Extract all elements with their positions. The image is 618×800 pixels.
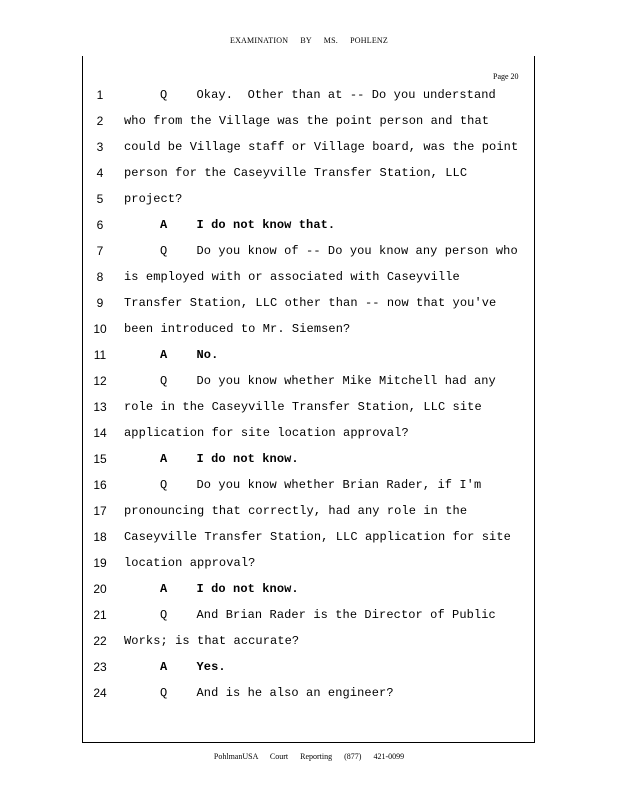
transcript-line	[0, 348, 618, 366]
line-number: 20	[93, 582, 107, 596]
line-text: Caseyville Transfer Station, LLC application for site	[124, 530, 511, 544]
line-text: A I do not know.	[160, 582, 299, 596]
line-number: 11	[93, 348, 107, 362]
transcript-line	[0, 88, 618, 106]
line-text: Q Do you know whether Mike Mitchell had any	[160, 374, 496, 388]
line-number: 15	[93, 452, 107, 466]
line-text: Transfer Station, LLC other than -- now that you've	[124, 296, 497, 310]
transcript-line	[0, 426, 618, 444]
line-text: Works; is that accurate?	[124, 634, 300, 648]
transcript-line	[0, 582, 618, 600]
line-text: Q And is he also an engineer?	[160, 686, 394, 700]
line-number: 9	[96, 296, 104, 310]
line-number: 24	[93, 686, 107, 700]
line-text: Q Okay. Other than at -- Do you understand	[160, 88, 496, 102]
line-text: is employed with or associated with Caseyville	[124, 270, 460, 284]
line-text: A I do not know that.	[160, 218, 336, 232]
transcript-line	[0, 374, 618, 392]
line-number: 6	[96, 218, 104, 232]
line-text: pronouncing that correctly, had any role in the	[124, 504, 468, 518]
line-text: person for the Caseyville Transfer Station, LLC	[124, 166, 468, 180]
line-number: 17	[93, 504, 107, 518]
line-number: 3	[96, 140, 104, 154]
line-number: 18	[93, 530, 107, 544]
line-number: 1	[96, 88, 104, 102]
transcript-line	[0, 296, 618, 314]
line-number: 5	[96, 192, 104, 206]
transcript-line	[0, 634, 618, 652]
transcript-line	[0, 244, 618, 262]
transcript-line	[0, 452, 618, 470]
line-text: A No.	[160, 348, 219, 362]
line-text: Q Do you know of -- Do you know any person who	[160, 244, 518, 258]
line-number: 19	[93, 556, 107, 570]
line-number: 16	[93, 478, 107, 492]
line-text: role in the Caseyville Transfer Station, LLC site	[124, 400, 482, 414]
page-footer: PohlmanUSA Court Reporting (877) 421-0099	[213, 752, 405, 761]
line-text: A Yes.	[160, 660, 226, 674]
transcript-line	[0, 270, 618, 288]
transcript-line	[0, 192, 618, 210]
transcript-line	[0, 660, 618, 678]
transcript-line	[0, 504, 618, 522]
line-number: 12	[93, 374, 107, 388]
transcript-line	[0, 530, 618, 548]
transcript-line	[0, 322, 618, 340]
line-text: been introduced to Mr. Siemsen?	[124, 322, 351, 336]
line-text: could be Village staff or Village board, was the point	[124, 140, 519, 154]
line-text: who from the Village was the point person and that	[124, 114, 490, 128]
line-text: location approval?	[124, 556, 256, 570]
transcript-line	[0, 114, 618, 132]
line-number: 21	[93, 608, 107, 622]
transcript-line	[0, 556, 618, 574]
line-number: 23	[93, 660, 107, 674]
line-text: A I do not know.	[160, 452, 299, 466]
page-header: EXAMINATION BY MS. POHLENZ	[229, 36, 388, 45]
transcript-line	[0, 140, 618, 158]
page-number: Page 20	[493, 72, 519, 81]
line-number: 10	[93, 322, 107, 336]
line-number: 14	[93, 426, 107, 440]
line-number: 13	[93, 400, 107, 414]
transcript-line	[0, 608, 618, 626]
transcript-line	[0, 166, 618, 184]
transcript-line	[0, 400, 618, 418]
line-text: application for site location approval?	[124, 426, 409, 440]
transcript-line	[0, 478, 618, 496]
line-number: 22	[93, 634, 107, 648]
transcript-line	[0, 686, 618, 704]
line-number: 2	[96, 114, 104, 128]
transcript-line	[0, 218, 618, 236]
line-text: project?	[124, 192, 183, 206]
line-text: Q And Brian Rader is the Director of Public	[160, 608, 496, 622]
line-text: Q Do you know whether Brian Rader, if I'm	[160, 478, 482, 492]
line-number: 7	[96, 244, 104, 258]
line-number: 8	[96, 270, 104, 284]
line-number: 4	[96, 166, 104, 180]
